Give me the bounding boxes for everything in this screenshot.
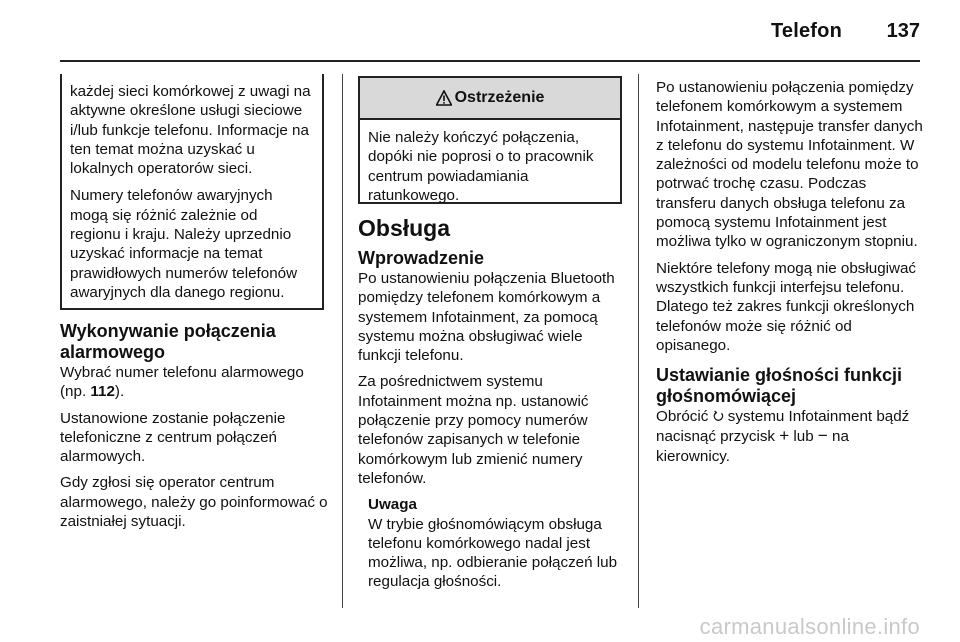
paragraph: Gdy zgłosi się operator centrum alarmowego, należy go poinformować o zaistniałej sytuacji. [60, 474, 328, 531]
column-2-text [358, 214, 624, 592]
warning-header [360, 78, 620, 120]
info-box-paragraph: Numery telefonów awaryjnych mogą się różnić zależnie od regionu i kraju. Należy uprzednio uzyskać informacje na temat prawidłowych numerów telefonów awaryjnych dla danego regionu. [70, 187, 298, 301]
watermark: carmanualsonline.info [699, 614, 920, 639]
column-divider [342, 74, 343, 608]
note-text: W trybie głośnomówiącym obsługa telefonu komórkowego nadal jest możliwa, np. odbieranie połączeń lub regulacja głośności. [368, 515, 618, 591]
paragraph: Za pośrednictwem systemu Infotainment można np. ustanowić połączenie przy pomocy numerów telefonów zapisanych w telefonie komórkowym lub zmienić numery telefonów. [358, 373, 589, 487]
paragraph: Obrócić systemu Infotainment bądź nacisnąć przycisk + lub − na kierownicy. [656, 408, 910, 465]
paragraph: Po ustanowieniu połączenia Bluetooth pomiędzy telefonem komórkowym a systemem Infotainment, za pomocą systemu można obsługiwać wiele funkcji telefonu. [358, 270, 615, 365]
page-header [0, 0, 960, 62]
info-box [60, 74, 324, 310]
column-divider [638, 74, 639, 608]
warning-title: Ostrzeżenie [454, 89, 545, 107]
page-number: 137 [886, 20, 920, 42]
page-reference: 112 [90, 383, 115, 401]
info-box-paragraph: każdej sieci komórkowej z uwagi na aktywne określone usługi sieciowe i/lub funkcje telefonu. Informacje na ten temat można uzyskać u lokalnych operatorów sieci. [70, 83, 311, 178]
warning-box [358, 76, 622, 204]
sub-heading: Wprowadzenie [358, 248, 485, 268]
note-label: Uwaga [368, 496, 417, 514]
column-3-text [656, 78, 924, 473]
note [358, 495, 624, 591]
minus-symbol: − [817, 426, 828, 446]
paragraph: Niektóre telefony mogą nie obsługiwać wszystkich funkcji interfejsu telefonu. Dlatego też zakres funkcji określonych telefonów może się różnić od opisanego. [656, 259, 917, 354]
section-title: Obsługa [358, 215, 451, 241]
paragraph: Ustanowione zostanie połączenie telefoniczne z centrum połączeń alarmowych. [60, 409, 286, 466]
rotary-knob-icon [713, 410, 724, 422]
header-rule [60, 60, 920, 62]
column-1-text [60, 321, 328, 538]
warning-icon [436, 90, 452, 106]
section-heading: Wykonywanie połączenia alarmowego [60, 321, 276, 362]
plus-symbol: + [779, 426, 790, 446]
warning-text: Nie należy kończyć połączenia, dopóki nie poprosi o to pracownik centrum powiadamiania ratunkowego. [368, 129, 594, 204]
paragraph: Po ustanowieniu połączenia pomiędzy telefonem komórkowym a systemem Infotainment, następuje transfer danych z telefonu do systemu Infotainment. W zależności od modelu telefonu może to potrwać trochę czasu. Podczas transferu danych obsługa telefonu za pomocą systemu Infotainment jest możliwa tylko w ograniczonym stopniu. [656, 79, 923, 251]
section-heading: Ustawianie głośności funkcji głośnomówiącej [656, 365, 903, 407]
running-head: Telefon [770, 20, 842, 42]
paragraph: Wybrać numer telefonu alarmowego (np. 112). [60, 364, 304, 401]
